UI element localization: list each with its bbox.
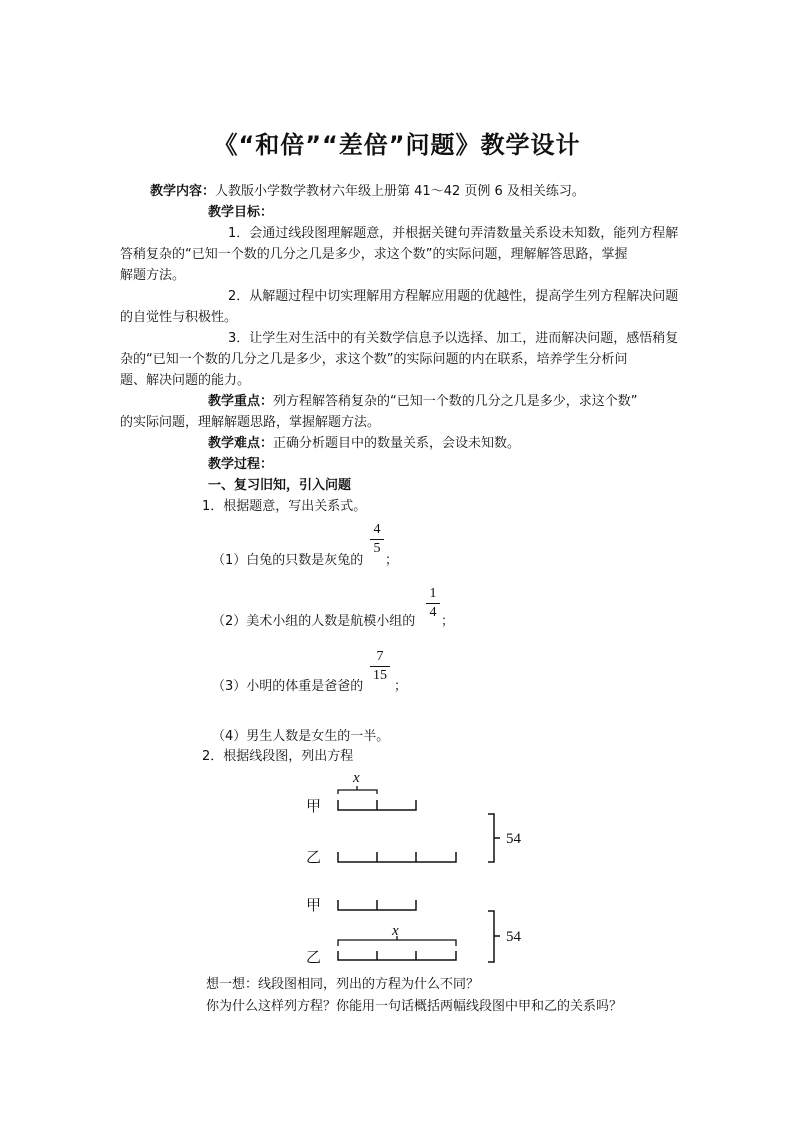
key-label: 教学重点： bbox=[208, 394, 274, 409]
content-label: 教学内容： bbox=[150, 184, 216, 199]
key-line-1 bbox=[208, 391, 638, 412]
item-4-text: （4）男生人数是女生的一半。 bbox=[212, 729, 390, 744]
difficulty-line bbox=[208, 433, 520, 454]
item-2-numerator: 1 bbox=[429, 586, 437, 601]
item-3-fraction bbox=[368, 649, 392, 684]
diagram-2-x-brace bbox=[338, 936, 456, 946]
item-2-fraction bbox=[424, 586, 442, 621]
item-1-text: （1）白兔的只数是灰兔的 bbox=[212, 553, 364, 568]
think-line-1: 想一想：线段图相同，列出的方程为什么不同？ bbox=[206, 977, 480, 992]
diagram-1-yi-segment bbox=[338, 852, 456, 862]
item-2-end: ； bbox=[441, 614, 455, 629]
item-2-denominator: 4 bbox=[429, 605, 437, 620]
fraction-bar bbox=[370, 539, 384, 540]
difficulty-label: 教学难点： bbox=[208, 436, 274, 451]
goal-2-line-2: 的自觉性与积极性。 bbox=[120, 310, 238, 325]
diagram-1-yi-label: 乙 bbox=[306, 848, 322, 866]
section-heading: 一、复习旧知，引入问题 bbox=[208, 478, 352, 493]
goal-1-line-3: 解题方法。 bbox=[120, 268, 186, 283]
fraction-bar bbox=[370, 666, 390, 667]
step-1: 1．根据题意，写出关系式。 bbox=[202, 499, 367, 514]
goal-1-line-1: 1．会通过线段图理解题意，并根据关键句弄清数量关系设未知数，能列方程解 bbox=[228, 226, 679, 241]
process-label: 教学过程： bbox=[208, 457, 274, 472]
item-1-numerator: 4 bbox=[373, 522, 381, 537]
diagram-1-total-label: 54 bbox=[506, 831, 521, 847]
goal-3-line-3: 题、解决问题的能力。 bbox=[120, 373, 251, 388]
diagram-2-jia-label: 甲 bbox=[306, 896, 322, 914]
page-title: 《“和倍”“差倍”问题》教学设计 bbox=[213, 131, 581, 159]
line-segment-diagram bbox=[300, 764, 540, 974]
goals-label: 教学目标： bbox=[208, 205, 274, 220]
key-line-2: 的实际问题，理解解题思路，掌握解题方法。 bbox=[120, 415, 381, 430]
content-line bbox=[150, 181, 585, 202]
item-1-denominator: 5 bbox=[373, 541, 381, 556]
diagram-2-yi-segment bbox=[338, 951, 456, 960]
diagram-1-x-label: x bbox=[353, 770, 360, 786]
diagram-2-total-label: 54 bbox=[506, 929, 521, 945]
diagram-2-x-label: x bbox=[392, 923, 399, 939]
item-3-numerator: 7 bbox=[376, 649, 384, 664]
think-line-2: 你为什么这样列方程？你能用一句话概括两幅线段图中甲和乙的关系吗？ bbox=[206, 999, 623, 1014]
key-text-1: 列方程解答稍复杂的“已知一个数的几分之几是多少，求这个数” bbox=[273, 394, 638, 409]
step-2: 2．根据线段图，列出方程 bbox=[202, 749, 354, 764]
goal-2-line-1: 2．从解题过程中切实理解用方程解应用题的优越性，提高学生列方程解决问题 bbox=[228, 289, 679, 304]
item-3-text: （3）小明的体重是爸爸的 bbox=[212, 679, 364, 694]
fraction-bar bbox=[426, 603, 440, 604]
item-3-end: ； bbox=[394, 679, 408, 694]
item-3-denominator: 15 bbox=[373, 668, 387, 683]
goal-3-line-1: 3．让学生对生活中的有关数学信息予以选择、加工，进而解决问题，感悟稍复 bbox=[228, 331, 679, 346]
item-1-fraction bbox=[368, 522, 386, 557]
diagram-1-jia-label: 甲 bbox=[306, 797, 322, 815]
goal-3-line-2: 杂的“已知一个数的几分之几是多少，求这个数”的实际问题的内在联系，培养学生分析问 bbox=[120, 352, 628, 367]
difficulty-text: 正确分析题目中的数量关系，会设未知数。 bbox=[273, 436, 521, 451]
diagram-2-total-brace bbox=[488, 911, 500, 962]
diagram-2-jia-segment bbox=[338, 900, 416, 910]
diagram-1-jia-segment bbox=[338, 800, 416, 810]
item-1-end: ； bbox=[385, 553, 399, 568]
item-2-text: （2）美术小组的人数是航模小组的 bbox=[212, 614, 416, 629]
goal-1-line-2: 答稍复杂的“已知一个数的几分之几是多少，求这个数”的实际问题，理解解答思路，掌握 bbox=[120, 247, 628, 262]
content-text: 人教版小学数学教材六年级上册第 41～42 页例 6 及相关练习。 bbox=[215, 184, 585, 199]
diagram-1-x-brace bbox=[338, 786, 377, 794]
diagram-1-total-brace bbox=[488, 814, 500, 862]
diagram-2-yi-label: 乙 bbox=[306, 948, 322, 966]
